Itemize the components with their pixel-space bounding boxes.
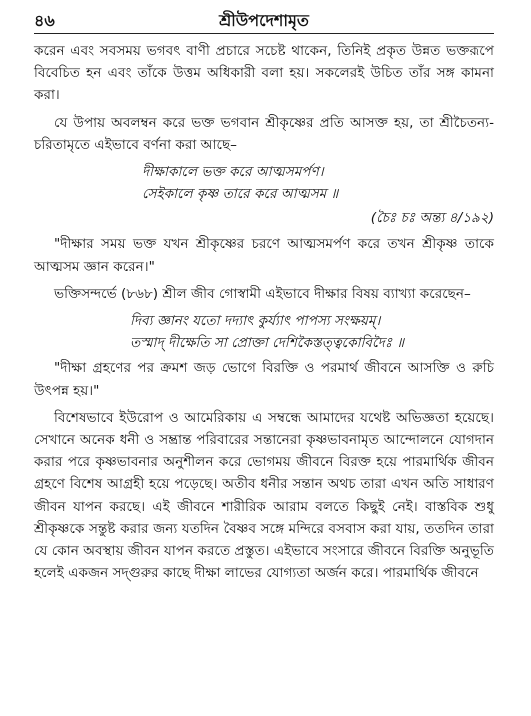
paragraph-1: করেন এবং সবসময় ভগবৎ বাণী প্রচারে সচেষ্ট থাকেন, তিনিই প্রকৃত উন্নত ভক্তরূপে বিবেচিত হন এবং তাঁকে উত্তম অধিকারী বলা হয়। সকলেরই উচিত তাঁর সঙ্গ কামনা করা। bbox=[34, 43, 494, 104]
running-title: শ্রীউপদেশামৃত bbox=[219, 11, 309, 30]
header-rule bbox=[34, 33, 494, 34]
verse-line: দিব্য জ্ঞানং যতো দদ্যাৎ কুর্য্যাৎ পাপস্য সংক্ষয়ম্। bbox=[130, 313, 381, 330]
paragraph-2: যে উপায় অবলম্বন করে ভক্ত ভগবান শ্রীকৃষ্ণের প্রতি আসক্ত হয়, তা শ্রীচৈতন্য-চরিতামৃতে এইভাবে বর্ণনা করা আছে– bbox=[34, 114, 494, 153]
verse-line: তস্মাদ্ দীক্ষেতি সা প্রোক্তা দেশিকৈস্তত্ত্বকোবিদৈঃ ॥ bbox=[130, 335, 405, 352]
verse-line: দীক্ষাকালে ভক্ত করে আত্মসমর্পণ। bbox=[142, 164, 324, 181]
verse-line: সেইকালে কৃষ্ণ তারে করে আত্মসম ॥ bbox=[142, 186, 339, 203]
verse-citation: (চৈঃ চঃ অন্ত্য ৪/১৯২) bbox=[370, 210, 494, 227]
page-body bbox=[34, 40, 494, 589]
verse-bengali bbox=[142, 161, 494, 205]
paragraph-4: ভক্তিসন্দর্ভে (৮৬৮) শ্রীল জীব গোস্বামী এইভাবে দীক্ষার বিষয় ব্যাখ্যা করেছেন– bbox=[54, 285, 471, 302]
page-number: ৪৬ bbox=[34, 11, 55, 30]
paragraph-6: বিশেষভাবে ইউরোপ ও আমেরিকায় এ সম্বন্ধে আমাদের যথেষ্ট অভিজ্ঞতা হয়েছে। সেখানে অনেক ধনী ও সম্ভ্রান্ত পরিবারের সন্তানেরা কৃষ্ণভাবনামৃত আন্দোলনে যোগদান করার পরে কৃষ্ণভাবনার অনুশীলন করে ভোগময় জীবনে বিরক্ত হয়ে পারমার্থিক জীবন গ্রহণে বিশেষ আগ্রহী হয়ে পড়েছে। অতীব ধনীর সন্তান অথচ তারা এখন অতি সাধারণ জীবন যাপন করছে। এই জীবনে শারীরিক আরাম বলতে কিছুই নেই। বাস্তবিক শুধু শ্রীকৃষ্ণকে সন্তুষ্ট করার জন্য যতদিন বৈষ্ণব সঙ্গে মন্দিরে বসবাস করা যায়, ততদিন তারা যে কোন অবস্থায় জীবন যাপন করতে প্রস্তুত। এইভাবে সংসারে জীবনে বিরক্তি অনুভূতি হলেই একজন সদ্গুরুর কাছে দীক্ষা লাভের যোগ্যতা অর্জন করে। পারমার্থিক জীবনে bbox=[34, 409, 494, 582]
verse-sanskrit bbox=[130, 310, 494, 354]
paragraph-3: "দীক্ষার সময় ভক্ত যখন শ্রীকৃষ্ণের চরণে আত্মসমর্পণ করে তখন শ্রীকৃষ্ণ তাকে আত্মসম জ্ঞান করেন।" bbox=[34, 236, 494, 275]
page-header bbox=[34, 8, 494, 30]
paragraph-5: "দীক্ষা গ্রহণের পর ক্রমশ জড় ভোগে বিরক্তি ও পরমার্থ জীবনে আসক্তি ও রুচি উৎপন্ন হয়।" bbox=[34, 360, 494, 399]
